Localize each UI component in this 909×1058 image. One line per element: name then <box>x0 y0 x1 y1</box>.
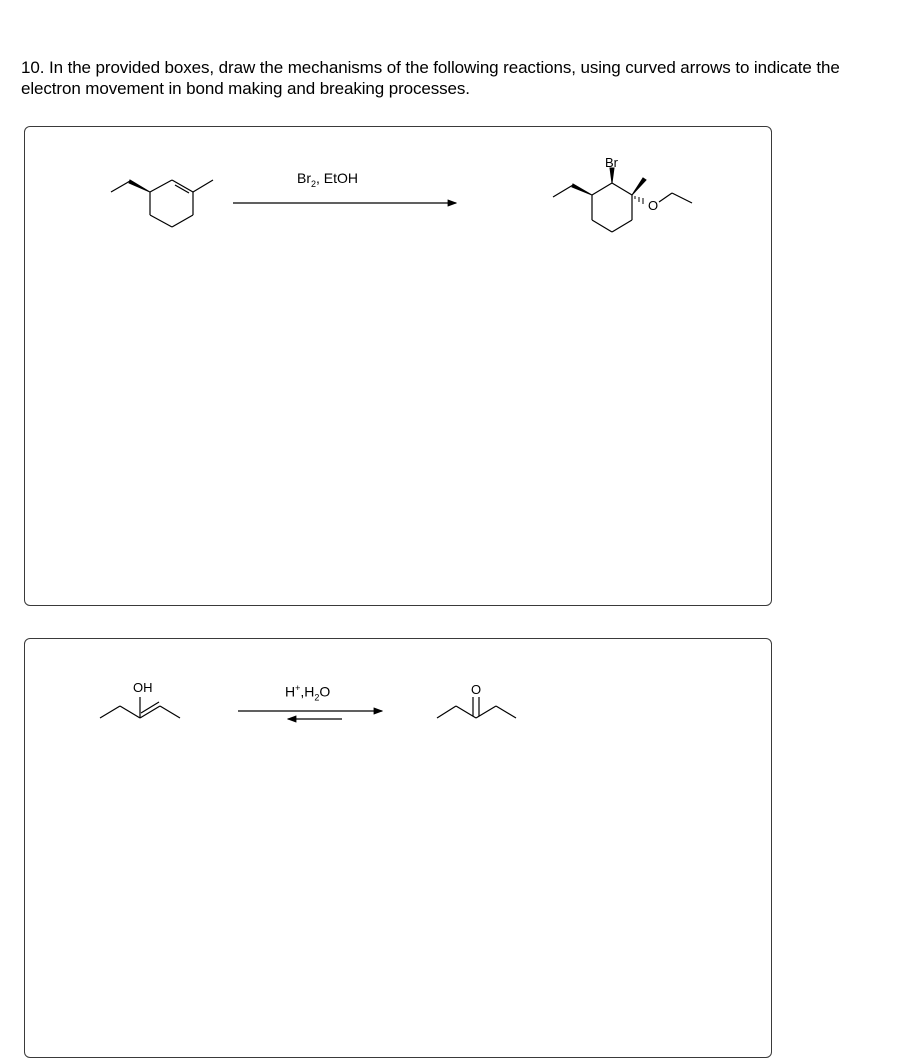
product-2-structure <box>437 697 516 718</box>
reactant2-atom-oh: OH <box>133 680 153 695</box>
question-number: 10. <box>21 58 45 77</box>
product-1-structure <box>553 168 692 232</box>
product2-atom-o: O <box>471 682 482 697</box>
reactant-1-structure <box>111 180 213 227</box>
product1-atom-br: Br <box>605 155 618 170</box>
reaction2-reagents: $H^+,H_2O$ <box>285 683 331 703</box>
reaction1-reagents: $Br_2$, EtOH <box>297 170 359 189</box>
question-body: In the provided boxes, draw the mechanisms of the following reactions, using curved arrows to indicate the electron movement in bond making and breaking processes. <box>21 58 840 98</box>
reactant-2-structure <box>100 697 180 718</box>
product1-atom-o: O <box>648 198 659 213</box>
